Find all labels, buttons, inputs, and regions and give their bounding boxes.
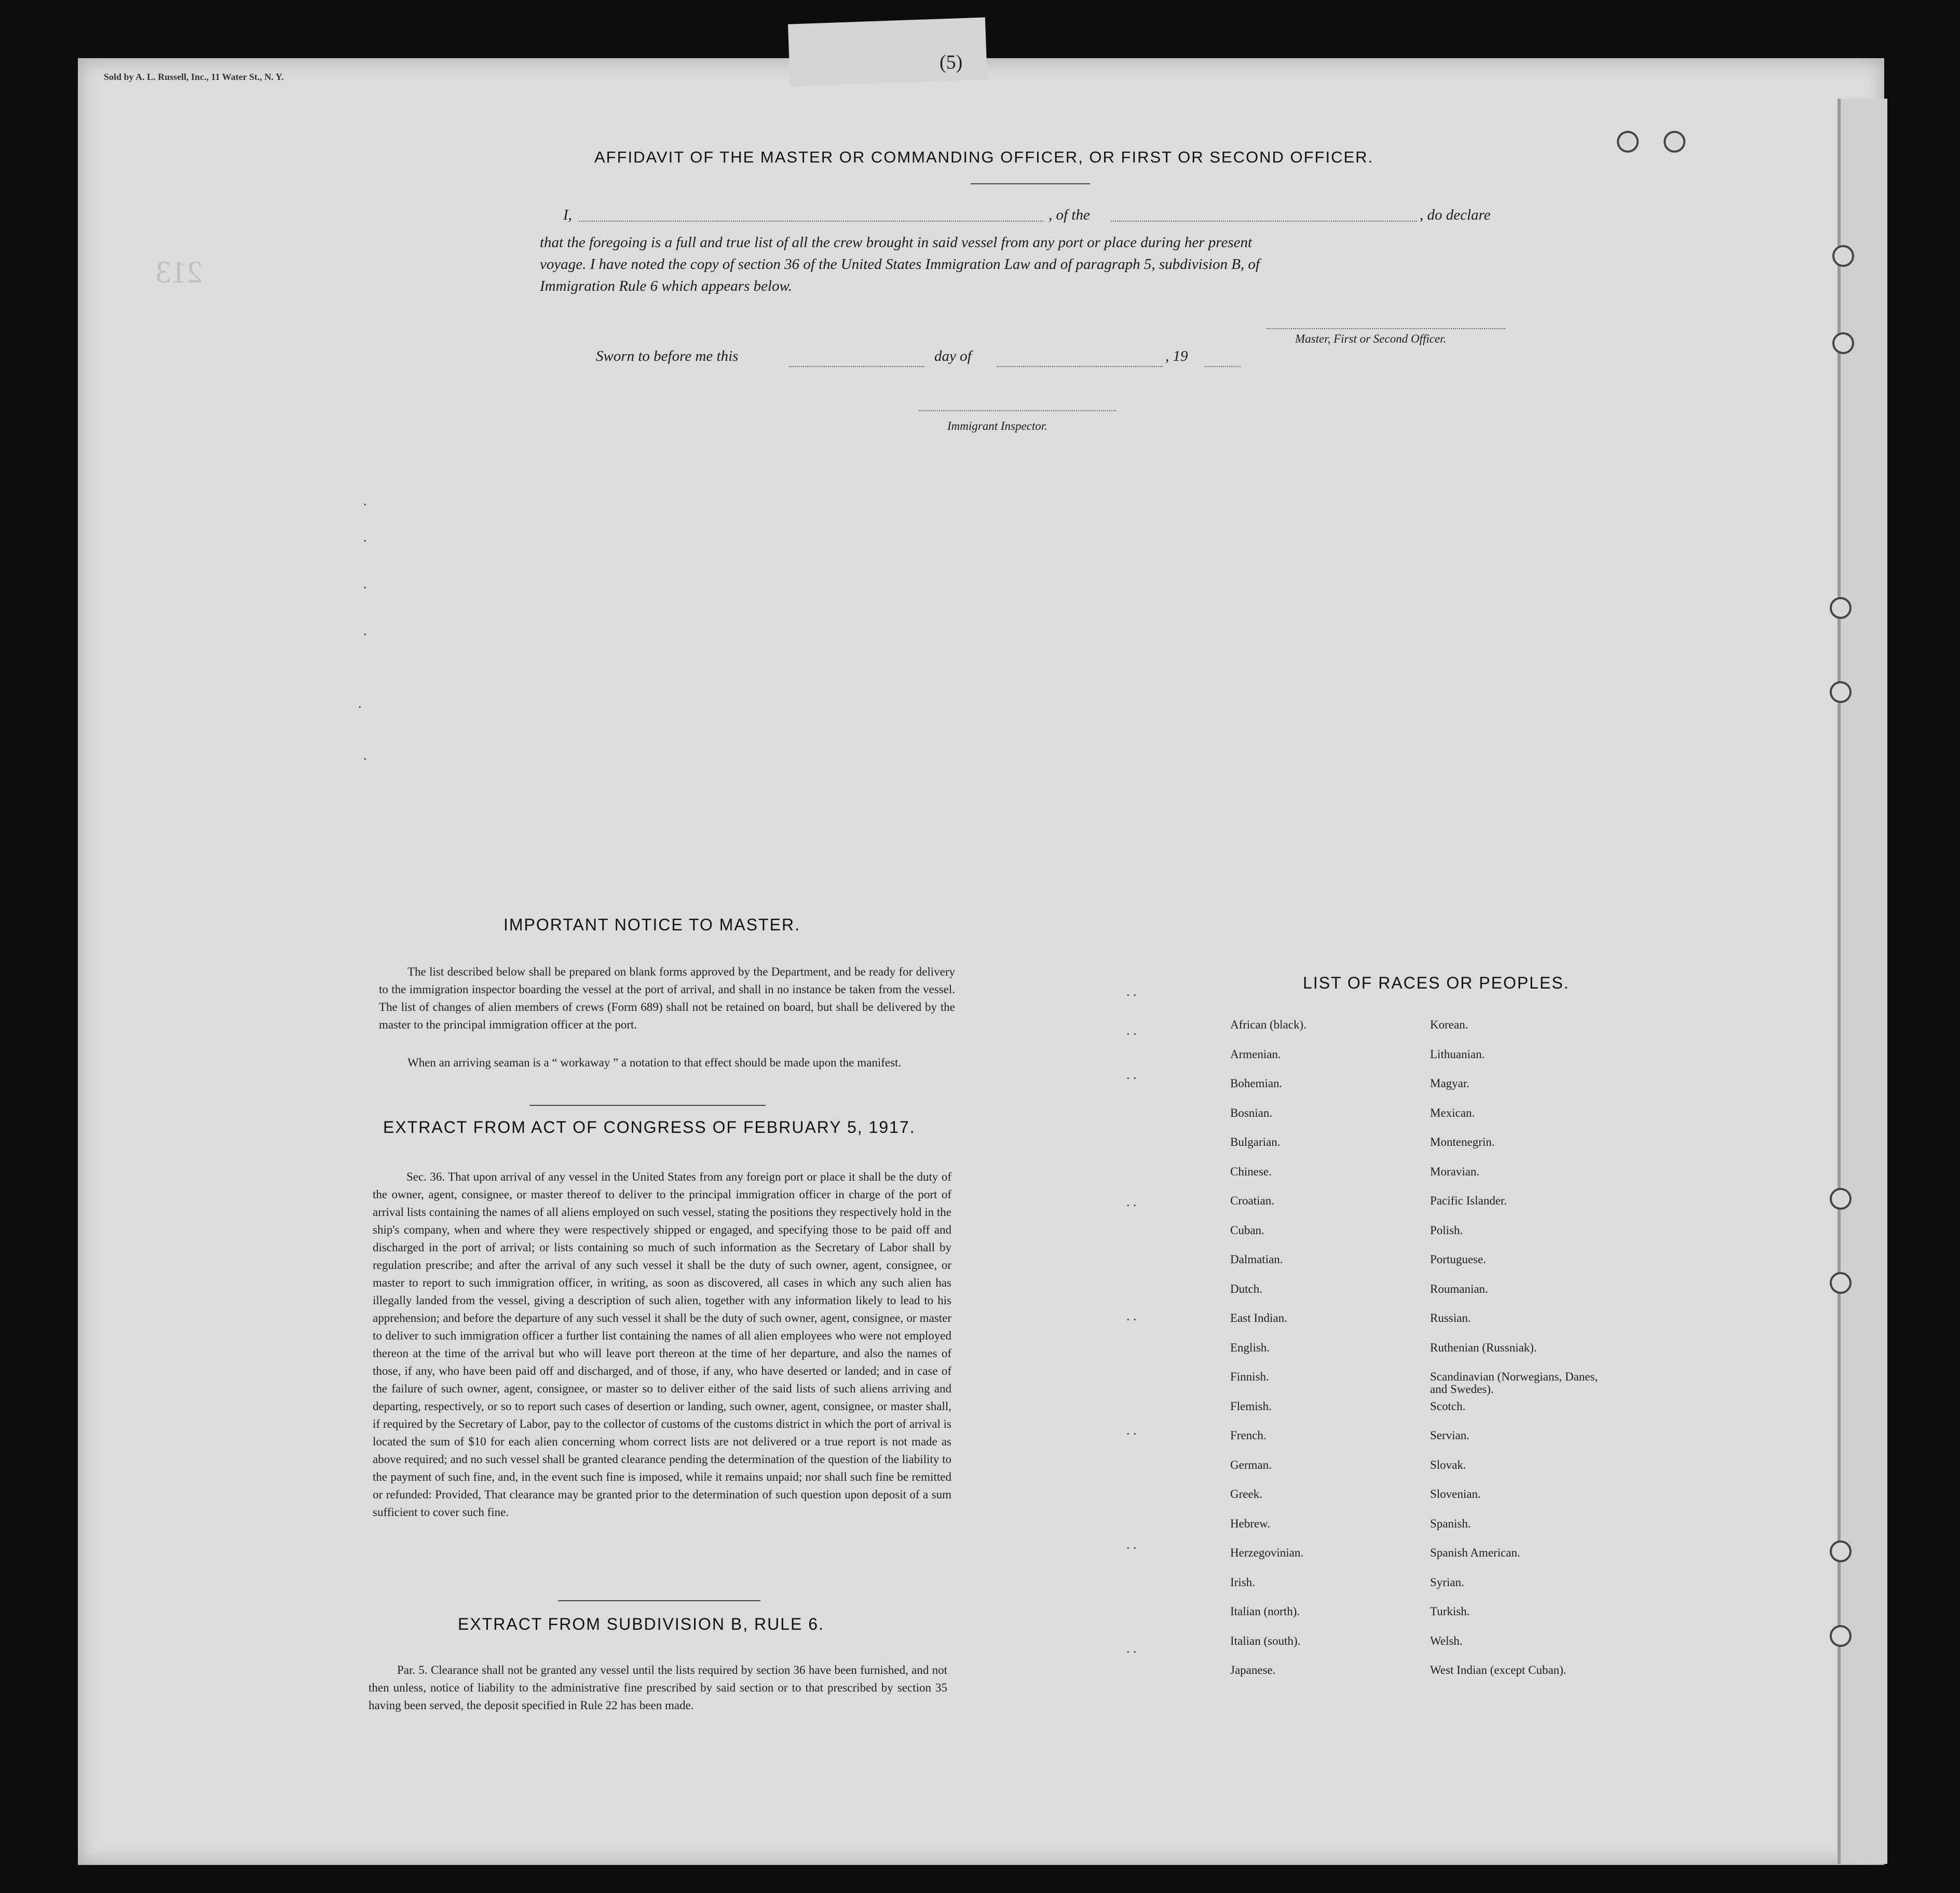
affidavit-of-the: , of the xyxy=(1049,207,1090,223)
race-item: Bulgarian. xyxy=(1230,1135,1281,1148)
margin-mark: . . xyxy=(1126,1308,1137,1323)
sworn-day-field[interactable] xyxy=(789,366,924,367)
race-item: West Indian (except Cuban). xyxy=(1430,1664,1567,1676)
notice-title: IMPORTANT NOTICE TO MASTER. xyxy=(503,915,800,934)
race-item: Pacific Islander. xyxy=(1430,1194,1507,1207)
races-list-column-1 xyxy=(1230,1019,1401,1694)
margin-mark: . xyxy=(363,530,367,545)
name-field[interactable] xyxy=(579,221,1043,222)
race-item: Greek. xyxy=(1230,1488,1262,1500)
race-item: Scandinavian (Norwegians, Danes, and Swedes). xyxy=(1430,1370,1598,1396)
document-sheet xyxy=(78,58,1884,1865)
extract-act-title: EXTRACT FROM ACT OF CONGRESS OF FEBRUARY 5, 1917. xyxy=(383,1118,916,1137)
extract-rule-title: EXTRACT FROM SUBDIVISION B, RULE 6. xyxy=(458,1615,824,1633)
printer-imprint: Sold by A. L. Russell, Inc., 11 Water St., N. Y. xyxy=(104,72,284,82)
race-item: Magyar. xyxy=(1430,1077,1470,1090)
sworn-year-field[interactable] xyxy=(1204,366,1241,367)
margin-mark: . . xyxy=(1126,984,1137,999)
race-item: Lithuanian. xyxy=(1430,1047,1485,1061)
race-item: East Indian. xyxy=(1230,1311,1287,1324)
race-item: Slovak. xyxy=(1430,1458,1466,1471)
race-item: African (black). xyxy=(1230,1018,1306,1031)
race-item: Scotch. xyxy=(1430,1399,1466,1413)
affidavit-line-1: that the foregoing is a full and true list of all the crew brought in said vessel from any port or place during her present xyxy=(540,234,1253,251)
race-item: Irish. xyxy=(1230,1575,1255,1589)
race-item: Armenian. xyxy=(1230,1047,1281,1061)
race-item: Cuban. xyxy=(1230,1223,1264,1237)
master-signature-field[interactable] xyxy=(1267,328,1505,329)
margin-mark: . xyxy=(363,576,367,591)
races-title: LIST OF RACES OR PEOPLES. xyxy=(1303,973,1570,992)
binder-ring-icon xyxy=(1830,1188,1852,1210)
race-item: Croatian. xyxy=(1230,1194,1274,1207)
margin-mark: . xyxy=(363,493,367,508)
race-item: Finnish. xyxy=(1230,1370,1269,1383)
binder-ring-icon xyxy=(1617,131,1639,153)
day-of-label: day of xyxy=(934,348,972,364)
page-number: 213 xyxy=(156,255,202,289)
race-item: Roumanian. xyxy=(1430,1282,1488,1295)
race-item: French. xyxy=(1230,1429,1267,1442)
tab-label: (5) xyxy=(940,51,963,73)
race-item: Moravian. xyxy=(1430,1165,1480,1178)
margin-mark: . . xyxy=(1126,1194,1137,1209)
race-item: Hebrew. xyxy=(1230,1517,1271,1530)
divider xyxy=(529,1105,766,1106)
divider xyxy=(971,183,1090,184)
binder-ring-icon xyxy=(1832,245,1854,267)
binder-ring-icon xyxy=(1830,1625,1852,1647)
notice-paragraph-2: When an arriving seaman is a “ workaway ” a notation to that effect should be made upon the manifest. xyxy=(407,1056,902,1069)
binder-ring-icon xyxy=(1664,131,1685,153)
race-item: Syrian. xyxy=(1430,1575,1464,1589)
binder-ring-icon xyxy=(1830,1272,1852,1294)
race-item: Spanish. xyxy=(1430,1517,1471,1530)
margin-mark: . . xyxy=(1126,1537,1137,1552)
affidavit-title: AFFIDAVIT OF THE MASTER OR COMMANDING OFFICER, OR FIRST OR SECOND OFFICER. xyxy=(594,148,1374,166)
affidavit-i: I, xyxy=(563,207,572,223)
race-item: Turkish. xyxy=(1430,1605,1470,1618)
margin-mark: . xyxy=(363,623,367,638)
binder-ring-icon xyxy=(1830,1540,1852,1562)
binder-ring-icon xyxy=(1832,332,1854,354)
notice-paragraph-1: The list described below shall be prepared on blank forms approved by the Department, and be ready for delivery to the immigration inspector boarding the vessel at the port of arrival, and shall in no instance be taken from the vessel. The list of changes of alien members of crews (Form 689) shall not be retained on board, but shall be delivered by the master to the principal immigration officer at the port. xyxy=(379,965,955,1031)
margin-mark: . . xyxy=(1126,1067,1137,1082)
race-item: Dutch. xyxy=(1230,1282,1262,1295)
year-label: , 19 xyxy=(1165,348,1188,364)
race-item: Portuguese. xyxy=(1430,1253,1486,1266)
vessel-field[interactable] xyxy=(1111,221,1417,222)
race-item: Russian. xyxy=(1430,1311,1471,1324)
extract-act-text: Sec. 36. That upon arrival of any vessel in the United States from any foreign port or place it shall be the duty of the owner, agent, consignee, or master thereof to deliver to the principal immigration officer in charge of the port of arrival lists containing the names of all aliens employed on such vessel, stating the positions they respectively hold in the ship's company, when and where they were respectively shipped or engaged, and specifying those to be paid off and discharged in the port of arrival; or lists containing so much of such information as the Secretary of Labor shall by regulation prescribe; and after the arrival of any such vessel it shall be the duty of such owner, agent, consignee, or master to report to such immigration officer, in writing, as soon as discovered, all cases in which any such alien has illegally landed from the vessel, giving a description of such alien, together with any information likely to lead to his apprehension; and before the departure of any such vessel it shall be the duty of such owner, agent, consignee, or master to deliver to such immigration officer a further list containing the names of all alien employees who were not employed thereon at the time of the arrival but who will leave port thereon at the time of her departure, and also the names of those, if any, who have been paid off and discharged, and of those, if any, who have deserted or landed; and in case of the failure of such owner, agent, consignee, or master so to deliver either of the said lists of such aliens arriving and departing, respectively, or so to report such cases of desertion or landing, such owner, agent, consignee, or master shall, if required by the Secretary of Labor, pay to the collector of customs of the customs district in which the port of arrival is located the sum of $10 for each alien concerning whom correct lists are not delivered or a true report is not made as above required; and no such vessel shall be granted clearance pending the determination of the question of the liability to the payment of such fine, and, in the event such fine is imposed, while it remains unpaid; nor shall such fine be remitted or refunded: Provided, That clearance may be granted prior to the determination of such question upon deposit of a sum sufficient to cover such fine. xyxy=(373,1170,951,1519)
race-item: Italian (south). xyxy=(1230,1634,1301,1647)
inspector-label: Immigrant Inspector. xyxy=(947,420,1047,432)
race-item: English. xyxy=(1230,1341,1270,1354)
sheet-edge-right xyxy=(1837,99,1887,1864)
race-item: Herzegovinian. xyxy=(1230,1546,1304,1559)
affidavit-do-declare: , do declare xyxy=(1420,207,1491,223)
sworn-month-field[interactable] xyxy=(997,366,1163,367)
race-item: Ruthenian (Russniak). xyxy=(1430,1341,1537,1354)
affidavit-line-2: voyage. I have noted the copy of section 36 of the United States Immigration Law and of paragraph 5, subdivision B, of xyxy=(540,256,1260,273)
margin-mark: . . xyxy=(1126,1423,1137,1438)
margin-mark: . . xyxy=(1126,1641,1137,1656)
race-item: Bosnian. xyxy=(1230,1106,1273,1119)
margin-mark: . xyxy=(363,748,367,763)
master-label: Master, First or Second Officer. xyxy=(1295,332,1447,345)
race-item: German. xyxy=(1230,1458,1272,1471)
race-item: Japanese. xyxy=(1230,1664,1276,1676)
race-item: Chinese. xyxy=(1230,1165,1272,1178)
race-item: Servian. xyxy=(1430,1429,1470,1442)
race-item: Spanish American. xyxy=(1430,1546,1520,1559)
divider xyxy=(558,1600,760,1601)
race-item: Korean. xyxy=(1430,1018,1468,1031)
extract-rule-text: Par. 5. Clearance shall not be granted any vessel until the lists required by section 36 have been furnished, and not then unless, notice of liability to the administrative fine prescribed by said section or to that prescribed by section 35 having been served, the deposit specified in Rule 22 has been made. xyxy=(369,1664,947,1712)
bleed-through-text xyxy=(384,156,393,180)
race-item: Slovenian. xyxy=(1430,1488,1481,1500)
sworn-label: Sworn to before me this xyxy=(596,348,739,364)
race-item: Dalmatian. xyxy=(1230,1253,1283,1266)
binder-ring-icon xyxy=(1830,681,1852,703)
races-list-column-2 xyxy=(1430,1019,1601,1694)
race-item: Polish. xyxy=(1430,1223,1463,1237)
inspector-signature-field[interactable] xyxy=(919,410,1116,411)
race-item: Montenegrin. xyxy=(1430,1135,1495,1148)
race-item: Welsh. xyxy=(1430,1634,1463,1647)
margin-mark: . . xyxy=(1126,1023,1137,1038)
race-item: Bohemian. xyxy=(1230,1077,1283,1090)
binder-ring-icon xyxy=(1830,597,1852,619)
race-item: Mexican. xyxy=(1430,1106,1475,1119)
race-item: Italian (north). xyxy=(1230,1605,1300,1618)
affidavit-line-3: Immigration Rule 6 which appears below. xyxy=(540,278,792,294)
margin-mark: . xyxy=(358,696,362,711)
race-item: Flemish. xyxy=(1230,1399,1272,1413)
